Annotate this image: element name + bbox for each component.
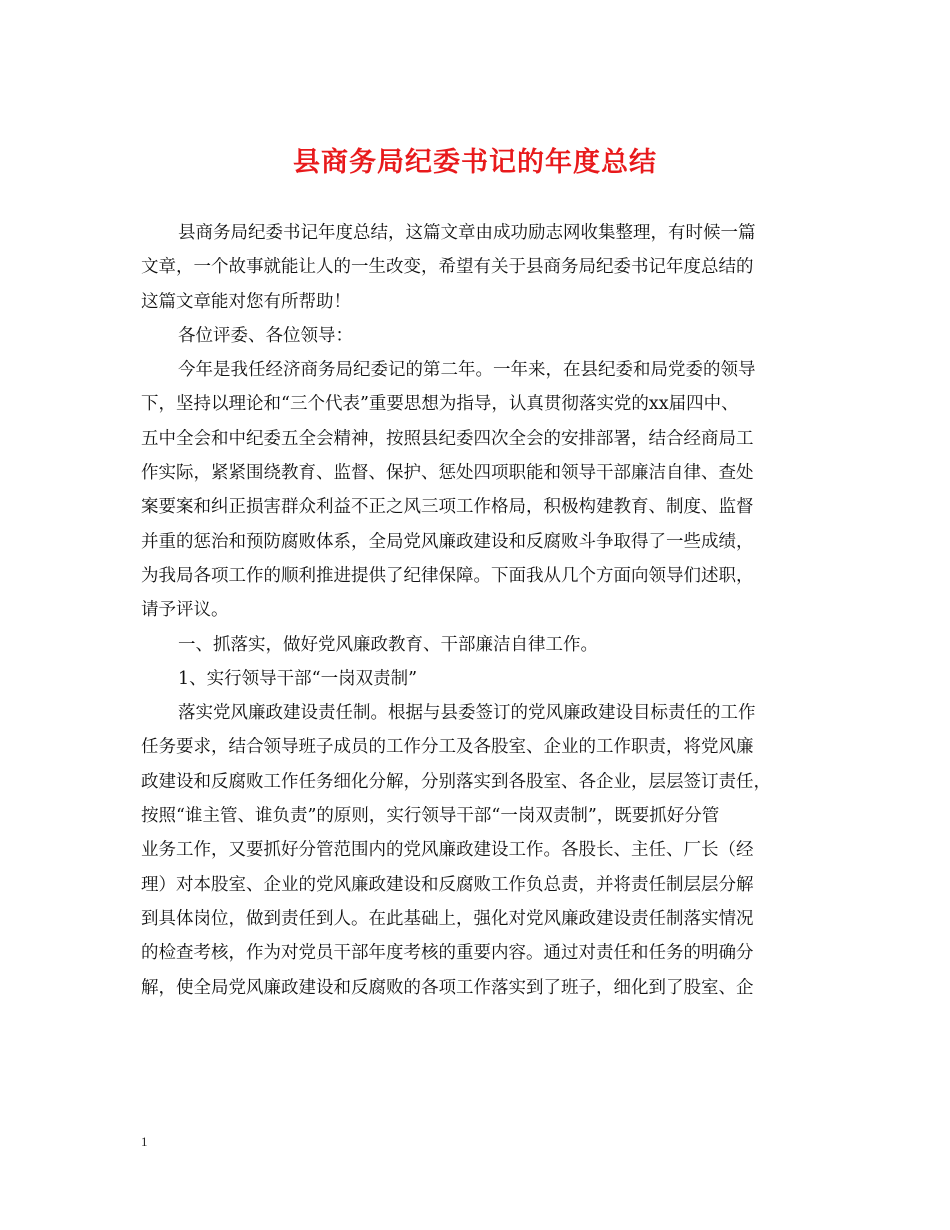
- document-body: [141, 216, 801, 1005]
- text-line: 县商务局纪委书记年度总结，这篇文章由成功励志网收集整理，有时候一篇: [178, 223, 756, 243]
- text-line: 文章，一个故事就能让人的一生改变，希望有关于县商务局纪委书记年度总结的: [141, 257, 754, 278]
- text-line: 作实际，紧紧围绕教育、监督、保护、惩处四项职能和领导干部廉洁自律、查处: [141, 463, 754, 484]
- text-line: 业务工作，又要抓好分管范围内的党风廉政建设工作。各股长、主任、厂长（经: [141, 840, 754, 861]
- text-line: 按照“谁主管、谁负责”的原则，实行领导干部“一岗双责制”，既要抓好分管: [141, 806, 720, 827]
- text-line: 为我局各项工作的顺利推进提供了纪律保障。下面我从几个方面向领导们述职，: [141, 565, 754, 586]
- text-line: 落实党风廉政建设责任制。根据与县委签订的党风廉政建设目标责任的工作: [178, 703, 756, 724]
- text-line: 解，使全局党风廉政建设和反腐败的各项工作落实到了班子，细化到了股室、企: [141, 977, 754, 998]
- text-line: 的检查考核，作为对党员干部年度考核的重要内容。通过对责任和任务的明确分: [141, 943, 754, 964]
- text-line: 理）对本股室、企业的党风廉政建设和反腐败工作负总责，并将责任制层层分解: [141, 874, 754, 895]
- text-line: 1、实行领导干部“一岗双责制”: [178, 668, 418, 689]
- text-line: 今年是我任经济商务局纪委记的第二年。一年来，在县纪委和局党委的领导: [178, 360, 756, 381]
- document-title: 县商务局纪委书记的年度总结: [293, 147, 657, 178]
- text-line: 五中全会和中纪委五全会精神，按照县纪委四次全会的安排部署，结合经商局工: [141, 428, 754, 449]
- text-line: 任务要求，结合领导班子成员的工作分工及各股室、企业的工作职责，将党风廉: [141, 737, 754, 758]
- text-line: 下，坚持以理论和“三个代表”重要思想为指导，认真贯彻落实党的xx届四中、: [141, 394, 739, 415]
- text-line: 政建设和反腐败工作任务细化分解，分别落实到各股室、各企业，层层签订责任，: [141, 771, 771, 792]
- text-line: 这篇文章能对您有所帮助！: [141, 291, 351, 312]
- text-line: 请予评议。: [141, 600, 229, 621]
- text-line: 并重的惩治和预防腐败体系，全局党风廉政建设和反腐败斗争取得了一些成绩，: [141, 531, 754, 552]
- text-line: 各位评委、各位领导：: [178, 325, 353, 346]
- text-line: 一、抓落实，做好党风廉政教育、干部廉洁自律工作。: [178, 634, 598, 655]
- page-number: 1: [141, 1134, 148, 1149]
- text-line: 到具体岗位，做到责任到人。在此基础上，强化对党风廉政建设责任制落实情况: [141, 908, 754, 929]
- text-line: 案要案和纠正损害群众利益不正之风三项工作格局，积极构建教育、制度、监督: [141, 497, 754, 518]
